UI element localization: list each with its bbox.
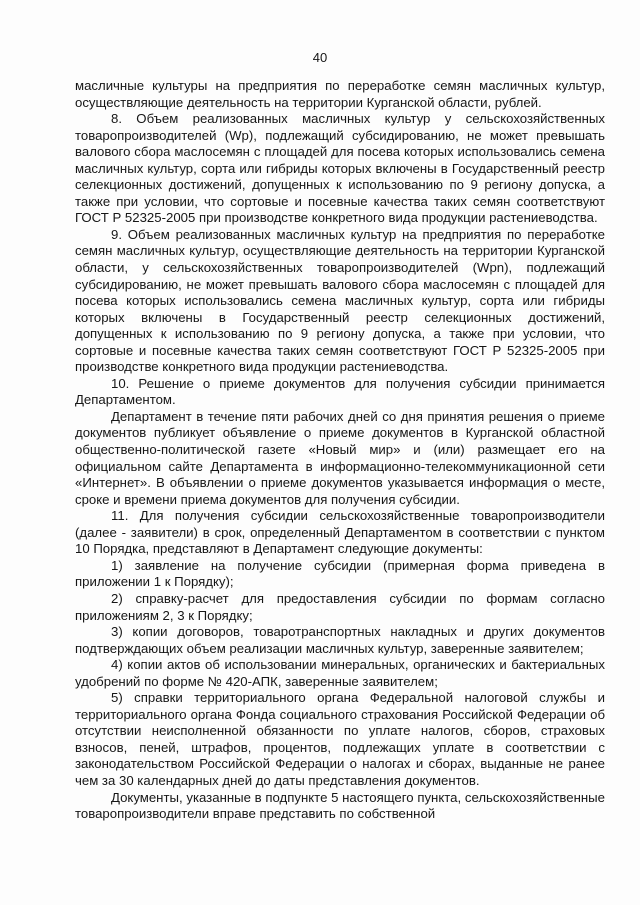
paragraph: 10. Решение о приеме документов для получения субсидии принимается Департаментом. bbox=[75, 375, 605, 408]
paragraph: Документы, указанные в подпункте 5 настоящего пункта, сельскохозяйственные товаропроизводители вправе представить по собственной bbox=[75, 789, 605, 822]
paragraph: 1) заявление на получение субсидии (примерная форма приведена в приложении 1 к Порядку); bbox=[75, 557, 605, 590]
paragraph: 9. Объем реализованных масличных культур на предприятия по переработке семян масличных культур, осуществляющие деятельность на территории Курганской области, у сельскохозяйственных товаропроизводителей (Wpn), подлежащий субсидированию, не может превышать валового сбора маслосемян с площадей для посева которых использовались семена масличных культур, сорта или гибриды которых включены в Государственный реестр селекционных достижений, допущенных к использованию по 9 региону допуска, а также при условии, что сортовые и посевные качества таких семян соответствуют ГОСТ Р 52325-2005 при производстве конкретного вида продукции растениеводства. bbox=[75, 226, 605, 375]
paragraph: 5) справки территориального органа Федеральной налоговой службы и территориального органа Фонда социального страхования Российской Федерации об отсутствии неисполненной обязанности по уплате налогов, сборов, страховых взносов, пеней, штрафов, процентов, подлежащих уплате в соответствии с законодательством Российской Федерации о налогах и сборах, выданные не ранее чем за 30 календарных дней до даты представления документов. bbox=[75, 690, 605, 788]
document-body bbox=[75, 78, 605, 823]
paragraph: 11. Для получения субсидии сельскохозяйственные товаропроизводители (далее - заявители) в срок, определенный Департаментом в соответствии с пунктом 10 Порядка, представляют в Департамент следующие документы: bbox=[75, 508, 605, 557]
paragraph: Департамент в течение пяти рабочих дней со дня принятия решения о приеме документов публикует объявление о приеме документов в Курганской областной общественно-политической газете «Новый мир» и (или) размещает его на официальном сайте Департамента в информационно-телекоммуникационной сети «Интернет». В объявлении о приеме документов указывается информация о месте, сроке и времени приема документов для получения субсидии. bbox=[75, 408, 605, 507]
paragraph: масличные культуры на предприятия по переработке семян масличных культур, осуществляющие деятельность на территории Курганской области, рублей. bbox=[75, 78, 605, 110]
page-number: 40 bbox=[312, 50, 328, 65]
paragraph: 8. Объем реализованных масличных культур у сельскохозяйственных товаропроизводителей (Wp), подлежащий субсидированию, не может превышать валового сбора маслосемян с площадей для посева которых использовались семена масличных культур, сорта или гибриды которых включены в Государственный реестр селекционных достижений, допущенных к использованию по 9 региону допуска, а также при условии, что сортовые и посевные качества таких семян соответствуют ГОСТ Р 52325-2005 при производстве конкретного вида продукции растениеводства. bbox=[75, 111, 605, 226]
paragraph: 3) копии договоров, товаротранспортных накладных и других документов подтверждающих объем реализации масличных культур, заверенные заявителем; bbox=[75, 624, 605, 656]
paragraph: 4) копии актов об использовании минеральных, органических и бактериальных удобрений по форме № 420-АПК, заверенные заявителем; bbox=[75, 657, 605, 689]
paragraph: 2) справку-расчет для предоставления субсидии по формам согласно приложениям 2, 3 к Порядку; bbox=[75, 590, 605, 623]
